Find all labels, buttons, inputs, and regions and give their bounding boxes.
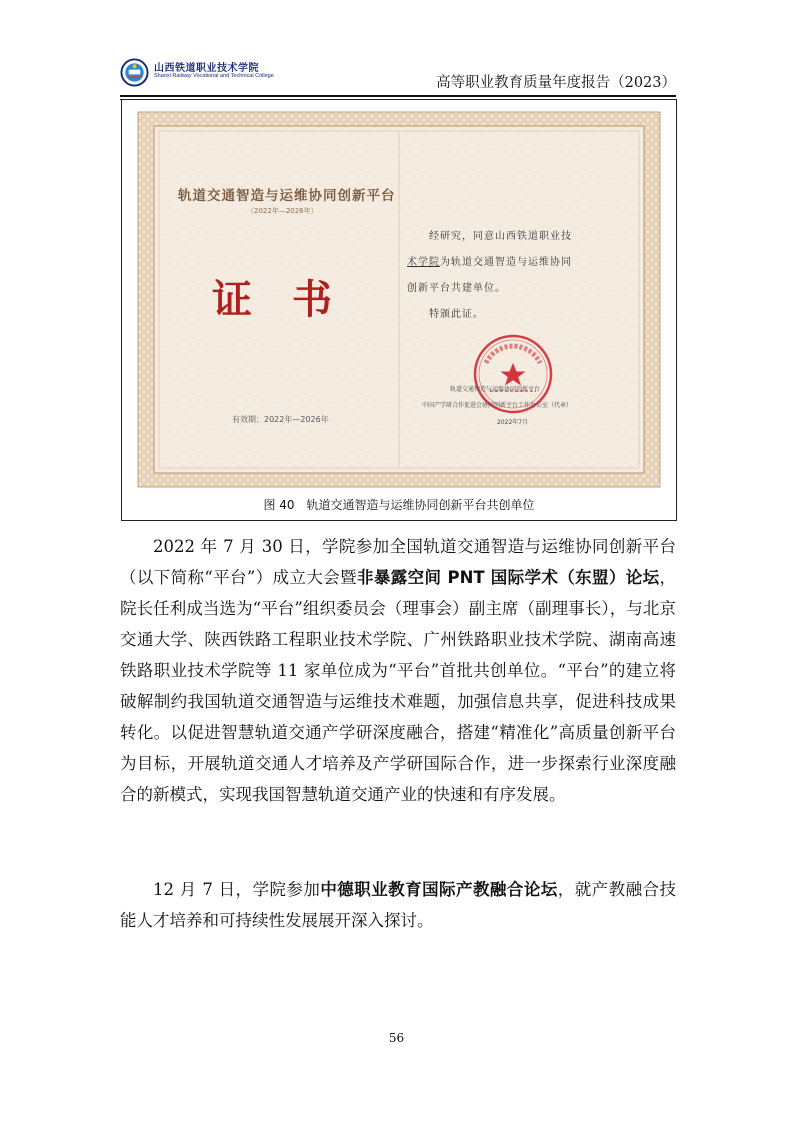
paragraph-emphasis: 非暴露空间 PNT 国际学术（东盟）论坛 xyxy=(356,568,660,587)
certificate-line: 经研究，同意山西铁道职业技 xyxy=(429,231,572,242)
paragraph xyxy=(120,874,676,936)
paragraph-text: ，就产教融合技能人才培养和可持续性发展展开深入探讨。 xyxy=(120,880,677,930)
page-number: 56 xyxy=(388,1031,405,1045)
certificate-body xyxy=(407,224,645,328)
certificate-title: 轨道交通智造与运维协同创新平台 xyxy=(178,188,396,204)
figure-caption: 图 40 轨道交通智造与运维协同创新平台共创单位 xyxy=(263,498,535,512)
certificate-heading: 证书 xyxy=(212,277,372,323)
certificate-issue-date: 2022年7月 xyxy=(497,419,529,426)
certificate-period: （2022年—2026年） xyxy=(247,207,318,215)
certificate-issuer: 轨道交通智造与运维协同创新平台 xyxy=(450,386,541,393)
college-logo-icon xyxy=(120,58,149,87)
report-title: 高等职业教育质量年度报告（2023） xyxy=(436,75,676,91)
paragraph-emphasis: 中德职业教育国际产教融合论坛 xyxy=(320,880,558,899)
figure-40 xyxy=(121,99,677,521)
certificate-issuer-office: 中国产学研合作促进会协同创新平台工作办公室（代章） xyxy=(422,402,573,409)
certificate-line xyxy=(407,250,645,276)
header-rule xyxy=(120,95,676,97)
certificate-line: 创新平台共建单位。 xyxy=(407,283,506,294)
paragraph-text: ，院长任利成当选为“平台”组织委员会（理事会）副主席（副理事长），与北京交通大学、陕西铁路工程职业技术学院、广州铁路职业技术学院、湖南高速铁路职业技术学院等 11 家单位成为“平台”首批共创单位。“平台”的建立将破解制约我国轨道交通智造与运维技术难题，加强信息共享，促进科技成果转化。以促进智慧轨道交通产学研深度融合，搭建“精准化”高质量创新平台为目标，开展轨道交通人才培养及产学研国际合作，进一步探索行业深度融合的新模式，实现我国智慧轨道交通产业的快速和有序发展。 xyxy=(120,568,676,804)
certificate-line-rest: 为轨道交通智造与运维协同 xyxy=(440,257,572,268)
page-header xyxy=(120,54,676,98)
certificate-validity: 有效期：2022年—2026年 xyxy=(232,415,329,424)
paragraph xyxy=(120,531,676,810)
college-name-cn: 山西铁道职业技术学院 xyxy=(154,63,259,74)
certificate-underlined-text: 术学院 xyxy=(407,257,440,268)
certificate-line: 特颁此证。 xyxy=(429,309,484,320)
paragraph-text: 2022 年 7 月 30 日，学院参加全国轨道交通智造与运维协同创新平台（以下简称“平台”）成立大会暨 xyxy=(120,537,676,587)
paragraph-text: 12 月 7 日，学院参加 xyxy=(153,880,321,899)
college-name-en: Shanxi Railway Vocational and Technical College xyxy=(154,73,274,79)
certificate-image xyxy=(132,108,666,491)
